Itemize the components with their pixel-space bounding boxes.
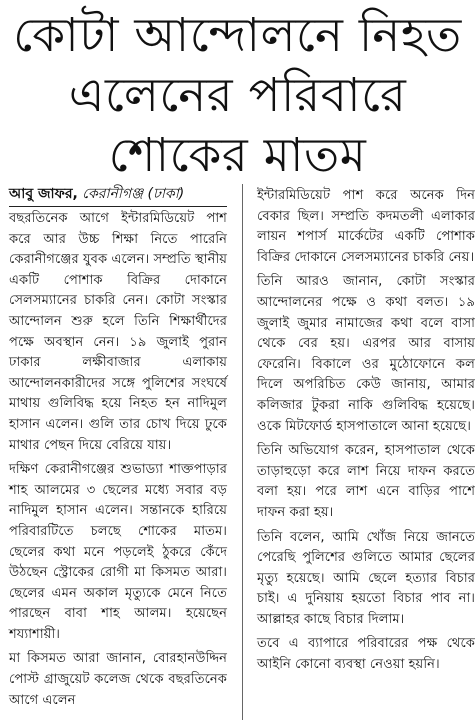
headline (0, 6, 475, 186)
column-divider (242, 184, 243, 720)
byline (9, 184, 227, 207)
article-paragraph: তিনি বলেন, আমি খোঁজ নিয়ে জানতে পেরেছি পুলিশের গুলিতে আমার ছেলের মৃত্যু হয়েছে। আমি ছেলে হত্যার বিচার চাই। এ দুনিয়ায় হয়তো বিচার পাব না। আল্লাহর কাছে বিচার দিলাম। (257, 529, 475, 627)
headline-line-3: শোকের মাতম (108, 128, 367, 183)
article-paragraph: বছরতিনেক আগে ইন্টারমিডিয়েট পাশ করে আর উচ্চ শিক্ষা নিতে পারেনি কেরানীগঞ্জের যুবক এলেন। সম্প্রতি স্থানীয় একটি পোশাক বিক্রির দোকানে সেলসম্যানের চাকরি নেন। কোটা সংস্কার আন্দোলন শুরু হলে তিনি শিক্ষার্থীদের পক্ষে অবস্থান নেন। ১৯ জুলাই পুরান ঢাকার লক্ষীবাজার এলাকায় আন্দোলনকারীদের সঙ্গে পুলিশের সংঘর্ষে মাথায় গুলিবিদ্ধ হয়ে নিহত হন নাদিমুল হাসান এলেন। গুলি তার চোখ দিয়ে ঢুকে মাথার পেছন দিয়ে বেরিয়ে যায়। (9, 211, 227, 453)
article-paragraph: মা কিসমত আরা জানান, বোরহানউদ্দিন পোস্ট গ্রাজুয়েট কলেজ থেকে বছরতিনেক আগে এলেন (9, 651, 227, 708)
byline-place: কেরানীগঞ্জ (ঢাকা) (82, 186, 185, 202)
article-paragraph: তবে এ ব্যাপারে পরিবারের পক্ষ থেকে আইনি কোনো ব্যবস্থা নেওয়া হয়নি। (257, 636, 475, 673)
left-column (9, 184, 227, 715)
article-paragraph: তিনি আরও জানান, কোটা সংস্কার আন্দোলনের পক্ষে ও কথা বলত। ১৯ জুলাই জুমার নামাজের কথা বলে বাসা থেকে বের হয়। এরপর আর বাসায় ফেরেনি। বিকালে ওর মুঠোফোনে কল দিলে অপরিচিত কেউ জানায়, আমার কলিজার টুকরা নাকি গুলিবিদ্ধ হয়েছে। ওকে মিটফোর্ড হাসপাতালে আনা হয়েছে। (257, 274, 475, 434)
byline-author: আবু জাফর, (9, 186, 78, 202)
article-paragraph: তিনি অভিযোগ করেন, হাসপাতাল থেকে তাড়াহুড়ো করে লাশ নিয়ে দাফন করতে বলা হয়। পরে লাশ এনে বাড়ির পাশে দাফন করা হয়। (257, 443, 475, 520)
article-paragraph: দক্ষিণ কেরানীগঞ্জের শুভাড্যা শাক্তপাড়ার শাহ আলমের ৩ ছেলের মধ্যে সবার বড় নাদিমুল হাসান এলেন। সন্তানকে হারিয়ে পরিবারটিতে চলছে শোকের মাতম। ছেলের কথা মনে পড়লেই ঠুকরে কেঁদে উঠছেন স্ট্রোকের রোগী মা কিসমত আরা। ছেলের এমন অকাল মৃত্যুকে মেনে নিতে পারছেন বাবা শাহ আলম। হয়েছেন শয্যাশায়ী। (9, 462, 227, 642)
headline-line-1: কোটা আন্দোলনে নিহত (13, 8, 462, 63)
headline-line-2: এলেনের পরিবারে (68, 68, 407, 123)
right-column (257, 186, 475, 680)
article-paragraph: ইন্টারমিডিয়েট পাশ করে অনেক দিন বেকার ছিল। সম্প্রতি কদমতলী এলাকার লায়ন শপার্স মার্কেটের একটি পোশাক বিক্রির দোকানে সেলসম্যানের চাকরি নেয়। (257, 188, 475, 265)
